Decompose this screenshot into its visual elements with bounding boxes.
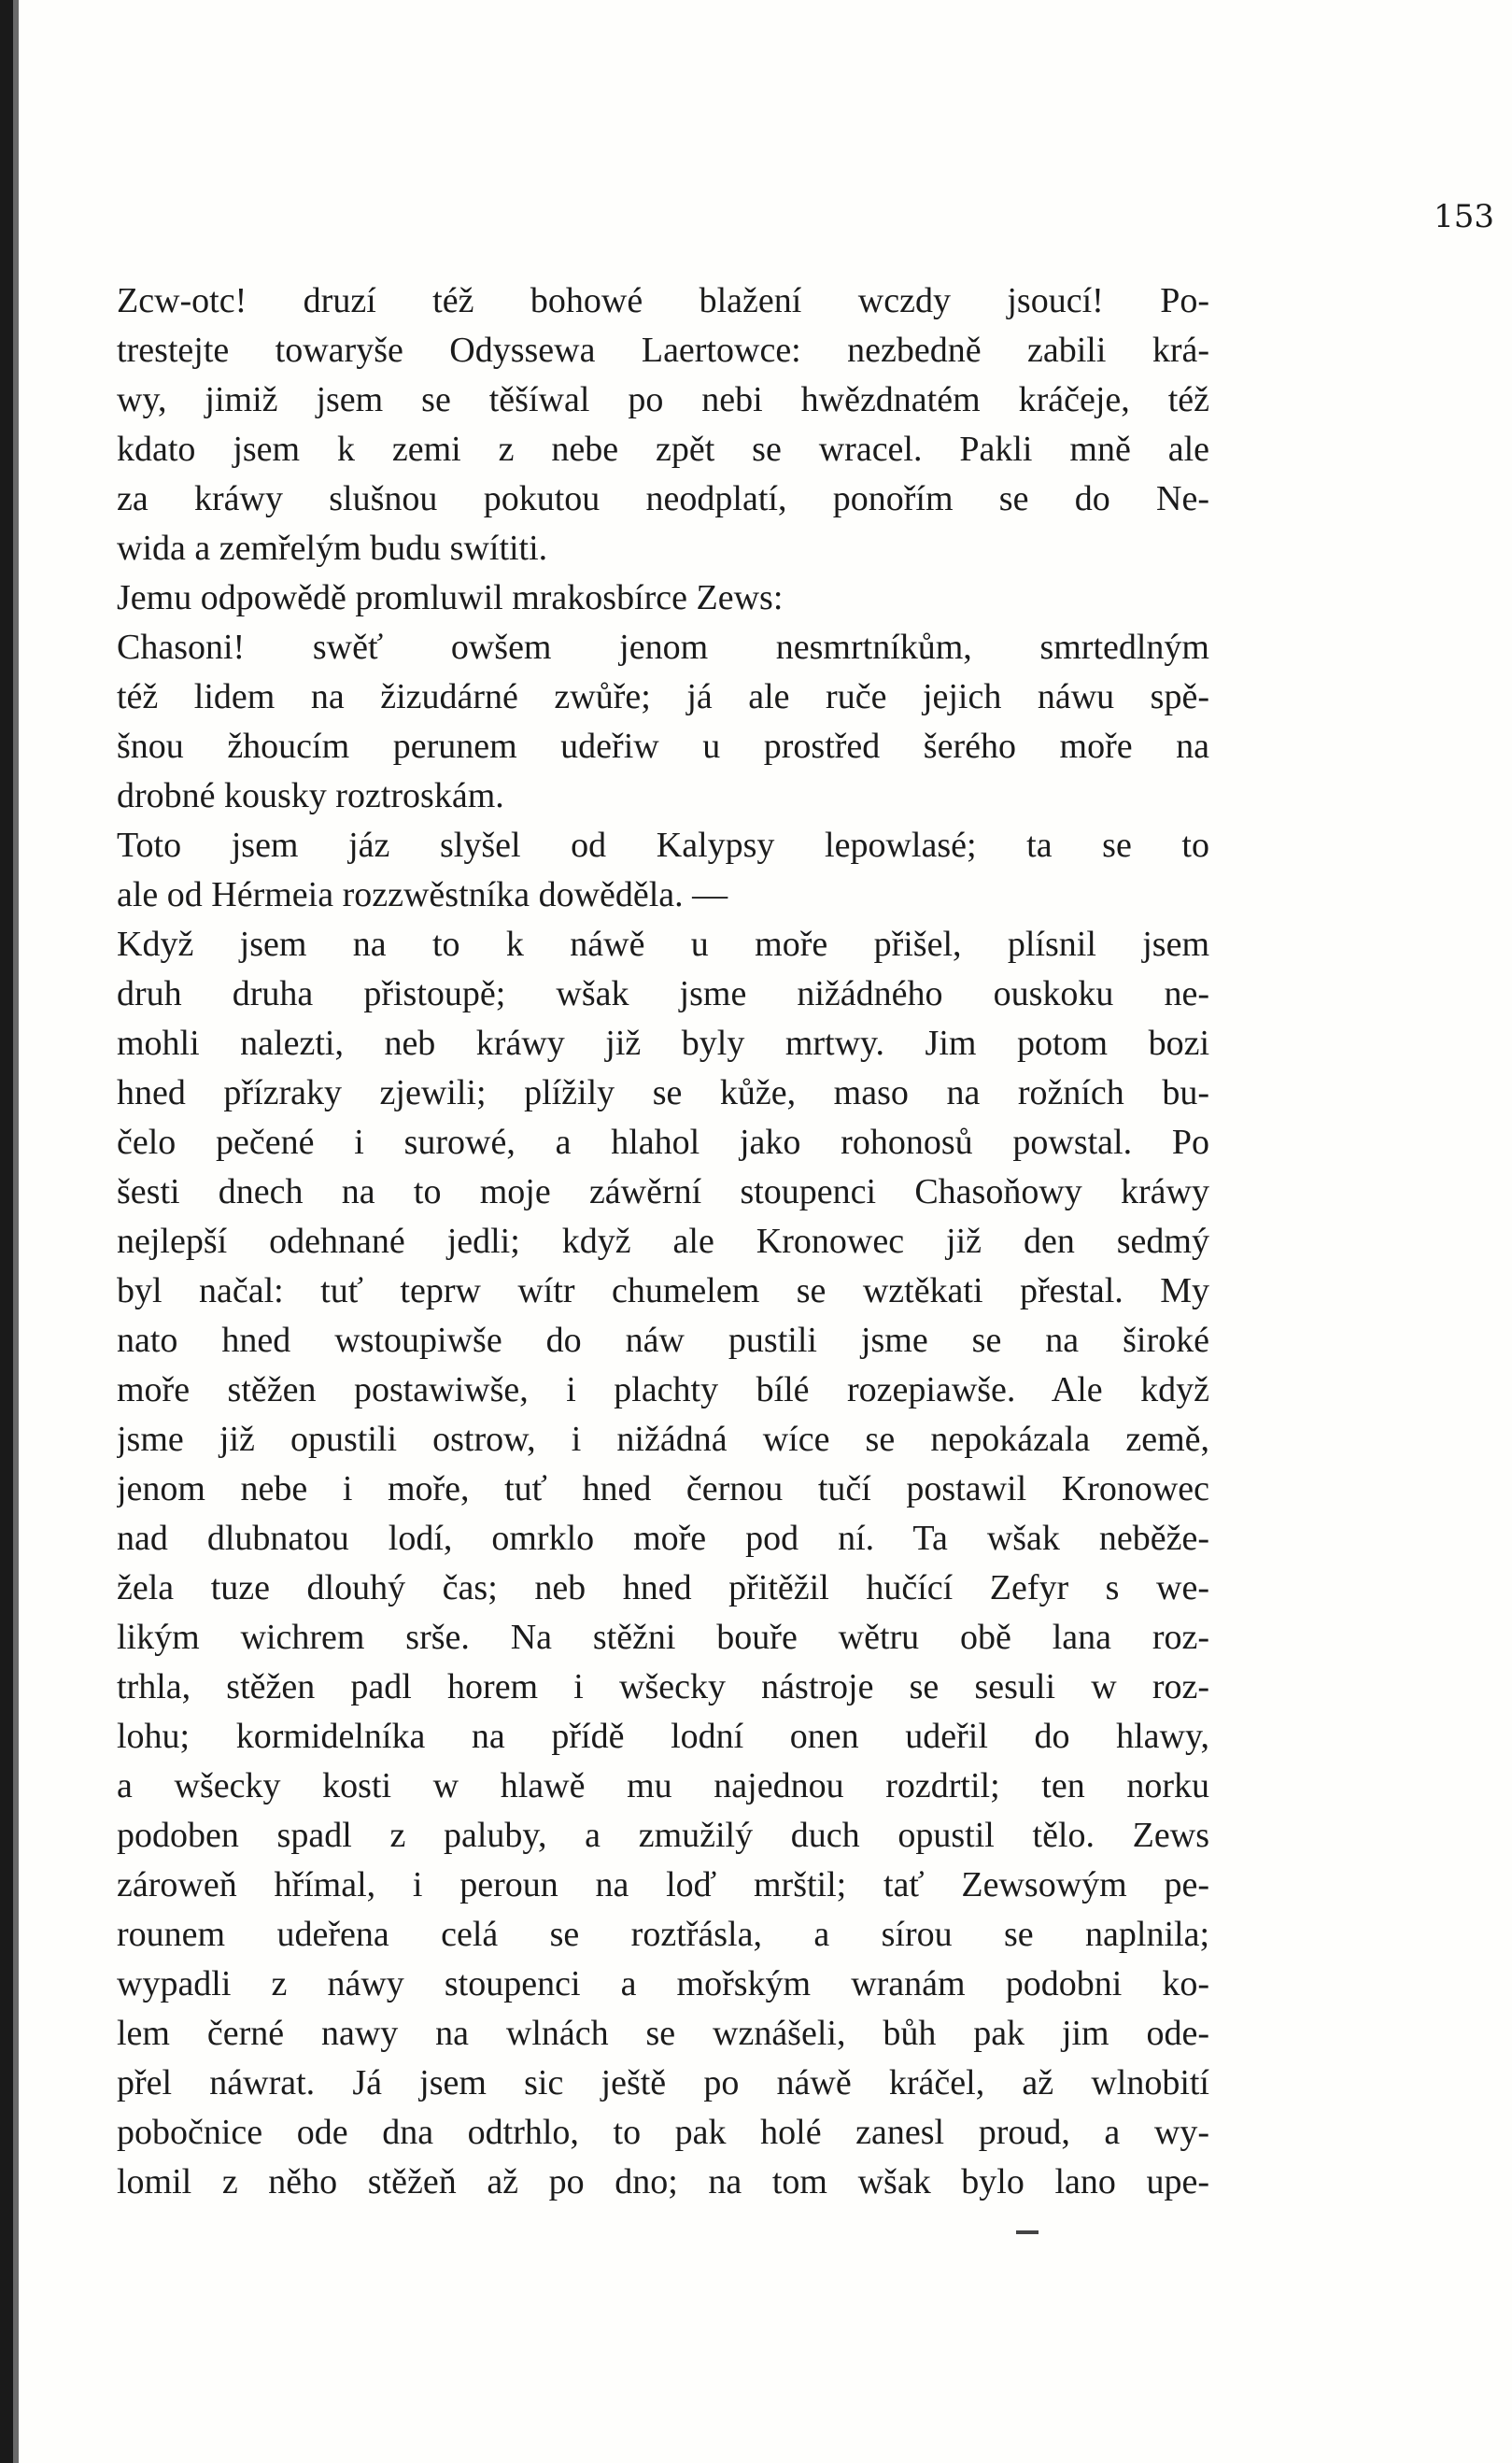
text-line: druh druha přistoupě; wšak jsme nižádného ouskoku ne- xyxy=(117,974,1209,1013)
text-line: rounem udeřena celá se roztřásla, a sírou se naplnila; xyxy=(117,1915,1209,1954)
text-line: nato hned wstoupiwše do náw pustili jsme se na široké xyxy=(117,1321,1209,1360)
text-line: žela tuze dlouhý čas; neb hned přitěžil hučící Zefyr s we- xyxy=(117,1568,1209,1607)
text-line: trestejte towaryše Odyssewa Laertowce: nezbedně zabili krá- xyxy=(117,331,1209,370)
text-line: drobné kousky roztroskám. xyxy=(117,776,504,815)
text-line: čelo pečené i surowé, a hlahol jako rohonosů powstal. Po xyxy=(117,1123,1209,1162)
text-line: šesti dnech na to moje záwěrní stoupenci Chasoňowy kráwy xyxy=(117,1172,1209,1211)
text-line: pobočnice ode dna odtrhlo, to pak holé zanesl proud, a wy- xyxy=(117,2113,1209,2152)
text-line: Chasoni! swěť owšem jenom nesmrtníkům, smrtedlným xyxy=(117,628,1209,667)
text-line: přel náwrat. Já jsem sic ještě po náwě kráčel, až wlnobití xyxy=(117,2063,1209,2102)
text-line: též lidem na žizudárné zwůře; já ale ruče jejich náwu spě- xyxy=(117,677,1209,716)
text-line: podoben spadl z paluby, a zmužilý duch opustil tělo. Zews xyxy=(117,1816,1209,1855)
text-line: ale od Hérmeia rozzwěstníka dowěděla. — xyxy=(117,875,728,914)
text-line: lem černé nawy na wlnách se wznášeli, bůh pak jim ode- xyxy=(117,2014,1209,2053)
text-line: lomil z něho stěžeň až po dno; na tom wšak bylo lano upe- xyxy=(117,2162,1209,2201)
text-line: nad dlubnatou lodí, omrklo moře pod ní. Ta wšak neběže- xyxy=(117,1519,1209,1558)
page-number: 153 xyxy=(1434,198,1494,235)
text-line: šnou žhoucím perunem udeřiw u prostřed šerého moře na xyxy=(117,727,1209,766)
printer-mark xyxy=(1016,2230,1039,2234)
text-line: kdato jsem k zemi z nebe zpět se wracel. Pakli mně ale xyxy=(117,430,1209,469)
text-line: byl načal: tuť teprw wítr chumelem se wztěkati přestal. My xyxy=(117,1271,1209,1310)
text-line: Když jsem na to k náwě u moře přišel, plísnil jsem xyxy=(117,925,1209,964)
text-line: lohu; kormidelníka na přídě lodní onen udeřil do hlawy, xyxy=(117,1717,1209,1756)
body-text xyxy=(117,276,1209,2207)
text-line: likým wichrem srše. Na stěžni bouře wětru obě lana roz- xyxy=(117,1618,1209,1657)
text-line: Toto jsem jáz slyšel od Kalypsy lepowlasé; ta se to xyxy=(117,826,1209,865)
text-line: zároweň hřímal, i peroun na loď mrštil; tať Zewsowým pe- xyxy=(117,1865,1209,1904)
text-line: Zcw-otc! druzí též bohowé blažení wczdy jsoucí! Po- xyxy=(117,281,1209,320)
text-line: trhla, stěžen padl horem i wšecky nástroje se sesuli w roz- xyxy=(117,1667,1209,1706)
text-line: a wšecky kosti w hlawě mu najednou rozdrtil; ten norku xyxy=(117,1766,1209,1805)
text-line: za kráwy slušnou pokutou neodplatí, ponořím se do Ne- xyxy=(117,479,1209,518)
text-line: wida a zemřelým budu swítiti. xyxy=(117,529,548,568)
text-line: wypadli z náwy stoupenci a mořským wranám podobni ko- xyxy=(117,1964,1209,2003)
text-line: moře stěžen postawiwše, i plachty bílé rozepiawše. Ale když xyxy=(117,1370,1209,1409)
text-line: hned přízraky zjewili; plížily se kůže, maso na rožních bu- xyxy=(117,1073,1209,1112)
text-line: Jemu odpowědě promluwil mrakosbírce Zews: xyxy=(117,578,784,617)
text-line: wy, jimiž jsem se těšíwal po nebi hwězdnatém kráčeje, též xyxy=(117,380,1209,419)
text-line: jenom nebe i moře, tuť hned černou tučí postawil Kronowec xyxy=(117,1469,1209,1508)
page-spine-shadow xyxy=(13,0,19,2463)
text-line: nejlepší odehnané jedli; když ale Kronowec již den sedmý xyxy=(117,1222,1209,1261)
text-line: jsme již opustili ostrow, i nižádná wíce se nepokázala země, xyxy=(117,1420,1209,1459)
page-spine-edge xyxy=(0,0,13,2463)
text-line: mohli nalezti, neb kráwy již byly mrtwy. Jim potom bozi xyxy=(117,1024,1209,1063)
